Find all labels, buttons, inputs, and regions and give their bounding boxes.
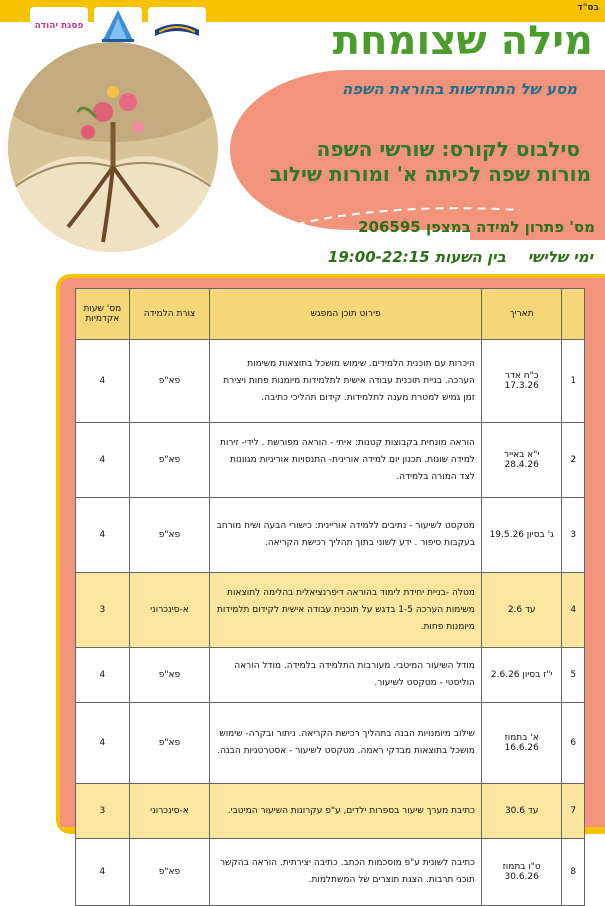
book-roots-image	[8, 42, 218, 252]
row-content: מטקסט לשיעור - נתיבים ללמידה אוריינית: כישורי הבעה ושיח מורחב בעקבות סיפור . ידע לשוני בתוך תהליך רכישת הקריאה.	[210, 498, 482, 573]
syllabus-table	[75, 288, 585, 906]
table-row	[76, 573, 585, 648]
row-mode: א-סינכרוני	[129, 573, 210, 648]
header-content: פירוט תוכן המפגש	[210, 289, 482, 340]
header-hours: מס' שעות אקדמיות	[76, 289, 130, 340]
schedule-days	[306, 248, 593, 266]
row-number: 2	[562, 423, 585, 498]
row-mode: פא"פ	[129, 498, 210, 573]
row-date-line1: י"א באייר	[504, 450, 540, 460]
row-content: שילוב מיומנויות הבנה בתהליך רכישת הקריאה. ניתור ובקרה- שימוש מושכל בתוצאות מבדקי ראמה. מטקסט לשיעור - אסטרטגיות הבנה.	[210, 703, 482, 784]
bsd-mark: בס"ד	[577, 3, 599, 13]
row-date-line1: עד 2.6	[507, 605, 536, 615]
course-code: מס' פתרון למידה במצפן 206595	[358, 218, 595, 236]
table-row	[76, 648, 585, 703]
row-hours: 3	[76, 784, 130, 839]
page-title: מילה שצומחת	[332, 18, 593, 64]
page-subtitle: מסע של התחדשות בהוראת השפה	[341, 80, 577, 98]
row-content: מודל השיעור המיטבי. מעורבות התלמידה בלמידה. מודל הוראה הוליסטי - מטקסט לשיעור.	[210, 648, 482, 703]
row-date-line2: 28.4.26	[504, 460, 539, 470]
row-hours: 3	[76, 573, 130, 648]
row-date-line1: א' בתמוז	[504, 733, 539, 743]
table-row	[76, 423, 585, 498]
row-date	[481, 648, 562, 703]
row-date-line2: 17.3.26	[504, 381, 539, 391]
row-date	[481, 423, 562, 498]
row-content: כתיבת מערך שיעור בספרות ילדים, ע"פ עקרונות השיעור המיטבי.	[210, 784, 482, 839]
row-date-line1: י"ז בסיון 2.6.26	[490, 670, 553, 680]
row-mode: פא"פ	[129, 423, 210, 498]
row-hours: 4	[76, 498, 130, 573]
row-number: 6	[562, 703, 585, 784]
table-row	[76, 784, 585, 839]
logo-bnei-yosef	[148, 7, 206, 45]
row-content: כתיבה לשונית ע"פ מוסכמות הכתב. כתיבה יצירתית. הוראה בהקשר תוכני תרבות. הצגת תוצרים של המשתלמות.	[210, 839, 482, 906]
row-mode: פא"פ	[129, 648, 210, 703]
row-date	[481, 498, 562, 573]
row-mode: א-סינכרוני	[129, 784, 210, 839]
row-date-line1: עד 30.6	[504, 806, 539, 816]
row-number: 8	[562, 839, 585, 906]
table-row	[76, 839, 585, 906]
row-number: 4	[562, 573, 585, 648]
header-date: תאריך	[481, 289, 562, 340]
row-hours: 4	[76, 648, 130, 703]
row-mode: פא"פ	[129, 839, 210, 906]
logo-shoham	[94, 7, 142, 45]
header-mode: צורת הלמידה	[129, 289, 210, 340]
row-date-line1: ג' בסיון 19.5.26	[489, 530, 554, 540]
row-date-line1: ט"ו בתמוז	[502, 862, 541, 872]
row-date-line2: 30.6.26	[504, 872, 539, 882]
row-number: 3	[562, 498, 585, 573]
table-header-row	[76, 289, 585, 340]
syllabus-title: סילבוס לקורס: שורשי השפה	[316, 137, 580, 161]
row-hours: 4	[76, 839, 130, 906]
days-text: ימי שלישי	[527, 248, 593, 266]
row-number: 1	[562, 340, 585, 423]
row-number: 7	[562, 784, 585, 839]
row-date	[481, 839, 562, 906]
table-row	[76, 340, 585, 423]
syllabus-audience: מורות שפה לכיתה א' ומורות שילוב	[269, 162, 591, 186]
row-number: 5	[562, 648, 585, 703]
row-date	[481, 340, 562, 423]
row-hours: 4	[76, 340, 130, 423]
row-content: היכרות עם תוכנית הלמידים. שימוש מושכל בתוצאות משימות הערכה. בניית תוכנית עבודה אישית לתלמידות מיומנות פחות ויצירת זמן גמיש למטרת מענה לתלמידות. קידום תהליכי כתיבה.	[210, 340, 482, 423]
row-hours: 4	[76, 423, 130, 498]
row-date-line2: 16.6.26	[504, 743, 539, 753]
table-row	[76, 703, 585, 784]
header-num	[562, 289, 585, 340]
row-date	[481, 784, 562, 839]
row-content: הוראה מונחית בקבוצות קטנות: איתי - הוראה מפורשת . לידי- זירות למידה שונות. תכנון יום למידה אורינית- התנסויות אוריניות מגוונות לצד המורה בלמידה.	[210, 423, 482, 498]
row-mode: פא"פ	[129, 703, 210, 784]
row-date	[481, 703, 562, 784]
row-content: מטלה -בניית יחידת לימוד בהוראה דיפרנציאלית בהלימה לתוצאות משימות הערכה 1-5 בדגש על תוכנית עבודה אישית לקידום תלמידות מיומנות פחות.	[210, 573, 482, 648]
row-mode: פא"פ	[129, 340, 210, 423]
row-hours: 4	[76, 703, 130, 784]
table-row	[76, 498, 585, 573]
row-date-line1: כ"ח אדר	[504, 371, 539, 381]
hours-text: בין השעות 19:00-22:15	[327, 248, 506, 266]
logos	[30, 6, 210, 46]
logo-psagat-yehuda: פסגת יהודה	[30, 7, 88, 45]
row-date	[481, 573, 562, 648]
